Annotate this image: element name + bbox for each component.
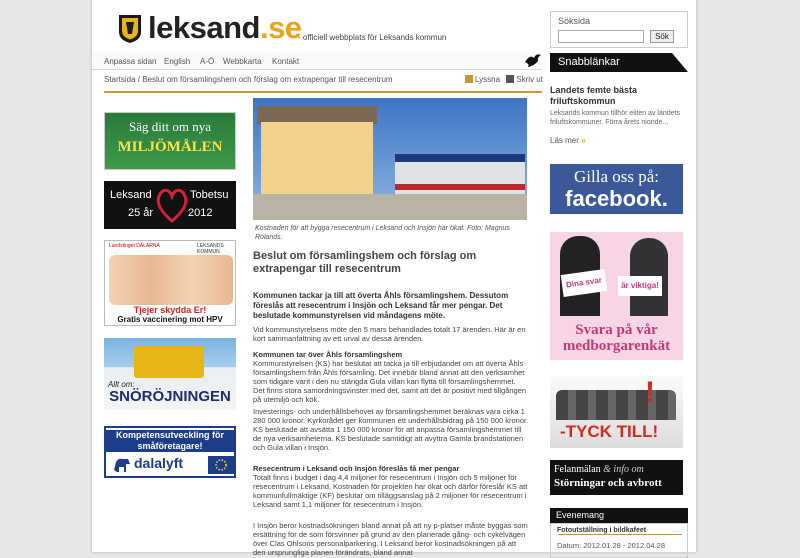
felan-a: Felanmälan: [554, 464, 601, 475]
site-tagline: - officiell webbplats för Leksands kommun: [298, 33, 447, 42]
banner-hpv-brand-right: LEKSANDS KOMMUN: [197, 243, 224, 255]
felan-line2: Störningar och avbrott: [554, 477, 662, 489]
event-title: Fotoutställning i bildkafeet: [557, 527, 647, 534]
leksand-crest-icon[interactable]: [118, 14, 142, 44]
top-navigation: [92, 52, 542, 70]
search-label: Söksida: [558, 16, 591, 26]
nav-kontakt[interactable]: Kontakt: [272, 57, 300, 66]
dala-horse-icon: [112, 456, 132, 474]
print-label: Skriv ut: [516, 75, 543, 84]
survey-sign-1: Dina svar: [561, 269, 608, 297]
news-text: Leksands kommun tillhör eliten av landets friluftskommuner. Förra årets nionde...: [550, 110, 680, 126]
tyck-till-text: -TYCK TILL!: [560, 422, 659, 441]
snabblankar-header: Snabblänkar: [550, 53, 688, 72]
facebook-line1: Gilla oss på:: [574, 167, 659, 186]
facebook-banner[interactable]: [550, 164, 683, 214]
banner-dalalyft[interactable]: [104, 426, 236, 478]
tyck-till-banner[interactable]: [550, 376, 683, 448]
facebook-line2: facebook.: [565, 186, 668, 211]
nav-english[interactable]: English: [164, 57, 191, 66]
banner-tobetsu[interactable]: [104, 181, 236, 229]
listen-label: Lyssna: [475, 75, 501, 84]
article-subheading-resecentrum: Resecentrum i Leksand och Insjön föreslås få mer pengar: [253, 464, 460, 473]
search-button[interactable]: Sök: [650, 30, 674, 43]
double-chevron-icon: »: [581, 136, 586, 145]
banner-tobetsu-left: Leksand: [110, 189, 152, 201]
snowplow-image: [134, 346, 204, 378]
survey-text: Svara på vår medborgarenkät: [562, 322, 671, 354]
listen-link[interactable]: [465, 75, 500, 84]
header-rule: [104, 91, 542, 93]
search-input[interactable]: [558, 30, 644, 43]
article-paragraph-5: I Insjön beror kostnadsökningen bland annat på att ny p-platser måste byggas som ersättning för de som försvinner på grund av den planerade gång- och cykelvägen över Clas Ohlsons personalparkering. I Leksand beror kostnadsökningen på att den ursprungliga planen förändrats, bland annat: [253, 521, 528, 557]
nav-a-o[interactable]: A-Ö: [200, 57, 215, 66]
article-section-aahl: [253, 350, 529, 404]
event-item[interactable]: [550, 523, 688, 558]
eu-flag-icon: [208, 456, 234, 474]
event-date: Datum: 2012.01.28 - 2012.04.28: [557, 541, 665, 550]
search-panel: [550, 11, 688, 48]
print-link[interactable]: [506, 75, 543, 84]
logo-tld: .se: [259, 10, 302, 45]
article-section-resecentrum: [253, 464, 529, 509]
printer-icon: [506, 75, 514, 83]
banner-snorojning[interactable]: [104, 338, 236, 410]
event-divider: [558, 534, 682, 535]
banner-snow-line2: SNÖRÖJNINGEN: [109, 388, 231, 405]
banner-snow-line1: Allt om:: [108, 380, 135, 389]
article-photo: [253, 98, 527, 220]
bird-logo-icon: [524, 52, 542, 70]
crowd-image: [556, 390, 676, 420]
banner-dala-line2: dalalyft: [134, 455, 184, 471]
article-paragraph-1: Vid kommunstyrelsens möte den 5 mars behandlades totalt 17 ärenden. Här är en kort sammanfattning av ett urval av dessa ärenden.: [253, 325, 526, 343]
felanmalan-banner[interactable]: [550, 460, 683, 495]
banner-hpv-line2: Gratis vaccinering mot HPV: [117, 315, 223, 324]
banner-dala-line1: Kompetensutveckling för småföretagare!: [106, 430, 234, 452]
banner-hpv[interactable]: [104, 240, 236, 326]
banner-miljo-line1: Säg ditt om nya: [129, 119, 211, 134]
nav-webbkarta[interactable]: Webbkarta: [223, 57, 262, 66]
banner-miljo-line2: MILJÖMÅLEN: [117, 139, 223, 155]
article-paragraph-3: Investerings- och underhållsbehovet av församlingshemmet beräknas vara cirka 1 280 000 kronor. Kyrkorådet ger kommunen ett underhållsbidrag på 150 000 kronor. KS beslutade att avsätta 1 150 000 kronor för att anpassa församlingshemmet till de nya verksamheterna. KS beslutade samtidigt att avyttra Gamla brandstationen och Gula villan i Insjön.: [253, 407, 529, 452]
article-paragraph-2: Kommunstyrelsen (KS) har beslutat att tacka ja till erbjudandet om att överta Åhls församlingshem från Åhls församling. Det innebär bland annat att den verksamhet som tidigare varit i den nu stängda Gula villan kan flytta till församlingshemmet. Det finns stora samordningsvinster med det, samt att det är positivt med tillgången på utemiljö och kök.: [253, 359, 527, 404]
banner-tobetsu-year: 2012: [188, 207, 213, 219]
nav-anpassa-sidan[interactable]: Anpassa sidan: [104, 57, 157, 66]
heart-icon: [154, 185, 190, 225]
news-title-link[interactable]: Landets femte bästa friluftskommun: [550, 85, 638, 106]
read-more-link[interactable]: [550, 136, 586, 145]
article-paragraph-4: Totalt finns i budget i dag 4,4 miljoner för resecentrum i Insjön och 5 miljoner för resecentrum i Leksand. Kostnaden för projekten har ökat och därför föreslår KS att kommunfullmäktige (KF) beslutar om tilläggsanslag på 2 miljoner för resecentrum i Leksand samt 1,1 miljoner för resecentrum i Insjön.: [253, 473, 528, 509]
logo-main: leksand: [148, 10, 260, 45]
evenemang-header: Evenemang: [550, 508, 688, 523]
banner-tobetsu-years: 25 år: [128, 207, 154, 219]
felan-b: & info om: [603, 464, 644, 475]
article-title: Beslut om församlingshem och förslag om extrapengar till resecentrum: [253, 250, 477, 275]
read-more-label: Läs mer: [550, 136, 579, 145]
breadcrumb[interactable]: Startsida / Beslut om församlingshem och förslag om extrapengar till resecentrum: [104, 75, 393, 84]
article-lead: Kommunen tackar ja till att överta Åhls församlingshem. Dessutom föreslås att resecentrum i Insjön och Leksand får mer pengar. Det beslutade kommunstyrelsen vid måndagens möte.: [253, 291, 509, 320]
banner-miljomalen[interactable]: [104, 112, 236, 170]
banner-tobetsu-right: Tobetsu: [190, 189, 229, 201]
photo-caption: Kostnaden för att bygga resecentrum i Leksand och Insjön har ökat. Foto: Magnus Rolands.: [255, 225, 510, 241]
banner-hpv-brand-left: Landstinget DALARNA: [109, 243, 160, 249]
felan-line1: [554, 463, 679, 476]
survey-banner[interactable]: [550, 232, 683, 360]
page-tools: [465, 75, 543, 84]
site-logo[interactable]: [148, 10, 302, 46]
exclamation-icon: !: [645, 376, 655, 409]
hpv-girls-image: [109, 255, 233, 305]
survey-sign-2: är viktiga!: [618, 276, 662, 296]
page: [92, 0, 696, 557]
article-subheading-aahl: Kommunen tar över Åhls församlingshem: [253, 350, 403, 359]
banner-hpv-line1: Tjejer skydda Er!: [133, 305, 207, 315]
speaker-icon: [465, 75, 473, 83]
